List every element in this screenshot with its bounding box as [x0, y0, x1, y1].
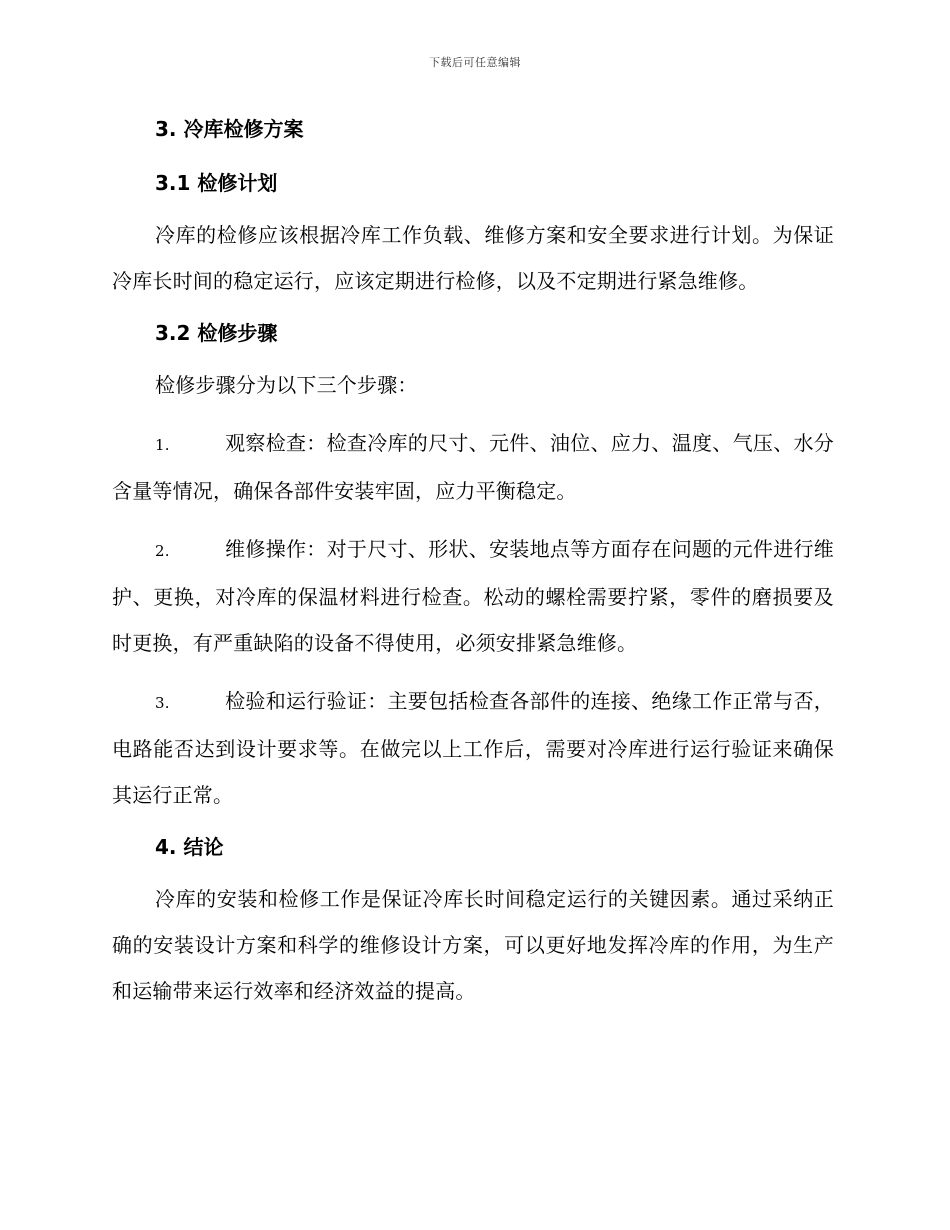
section-3-1-heading: 3.1 检修计划 [155, 171, 278, 195]
step-item [112, 526, 834, 666]
section-3-2-intro: 检修步骤分为以下三个步骤： [155, 373, 418, 397]
step-item [112, 420, 834, 514]
section-3-heading: 3. 冷库检修方案 [155, 117, 304, 141]
step-item [112, 678, 834, 818]
section-3-1-paragraph: 冷库的检修应该根据冷库工作负载、维修方案和安全要求进行计划。为保证冷库长时间的稳定运行，应该定期进行检修，以及不定期进行紧急维修。 [112, 223, 834, 293]
step-text: 维修操作：对于尺寸、形状、安装地点等方面存在问题的元件进行维护、更换，对冷库的保温材料进行检查。松动的螺栓需要拧紧，零件的磨损要及时更换，有严重缺陷的设备不得使用，必须安排紧急维修。 [112, 537, 834, 655]
section-4-paragraph: 冷库的安装和检修工作是保证冷库长时间稳定运行的关键因素。通过采纳正确的安装设计方案和科学的维修设计方案，可以更好地发挥冷库的作用，为生产和运输带来运行效率和经济效益的提高。 [112, 887, 834, 1003]
section-3-2-heading: 3.2 检修步骤 [155, 321, 278, 345]
section-4-heading: 4. 结论 [155, 835, 224, 859]
step-number: 2. [155, 542, 170, 560]
document-body [112, 112, 834, 1014]
header-note: 下载后可任意编辑 [429, 56, 521, 69]
step-number: 1. [155, 436, 170, 454]
step-number: 3. [155, 694, 170, 712]
step-text: 检验和运行验证：主要包括检查各部件的连接、绝缘工作正常与否，电路能否达到设计要求等。在做完以上工作后，需要对冷库进行运行验证来确保其运行正常。 [112, 689, 834, 807]
step-text: 观察检查：检查冷库的尺寸、元件、油位、应力、温度、气压、水分含量等情况，确保各部件安装牢固，应力平衡稳定。 [112, 431, 834, 503]
